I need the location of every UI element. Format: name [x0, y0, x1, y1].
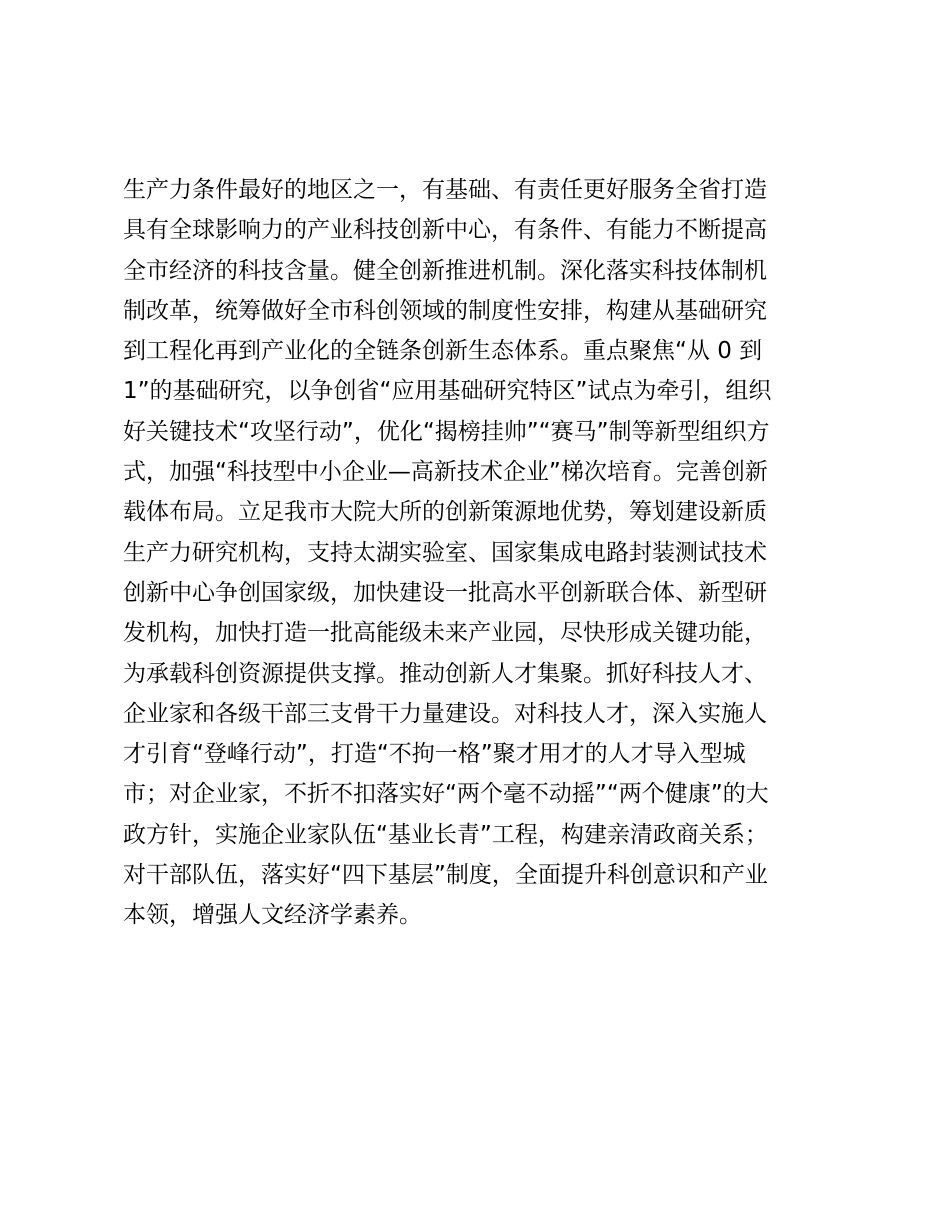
text-line: 全市经济的科技含量。健全创新推进机制。深化落实科技体制机: [123, 257, 767, 284]
text-line: 为承载科创资源提供支撑。推动创新人才集聚。抓好科技人才、: [123, 660, 767, 687]
text-line: 生产力研究机构，支持太湖实验室、国家集成电路封装测试技术: [123, 539, 767, 566]
body-paragraph: [123, 170, 833, 936]
text-line: 载体布局。立足我市大院大所的创新策源地优势，筹划建设新质: [123, 499, 767, 526]
text-line: 政方针，实施企业家队伍“基业长青”工程，构建亲清政商关系；: [123, 821, 768, 848]
text-line: 企业家和各级干部三支骨干力量建设。对科技人才，深入实施人: [123, 700, 767, 727]
text-line: 生产力条件最好的地区之一，有基础、有责任更好服务全省打造: [123, 177, 767, 203]
text-line: 式，加强“科技型中小企业—高新技术企业”梯次培育。完善创新: [123, 459, 768, 486]
text-line: 市；对企业家，不折不扣落实好“两个毫不动摇”“两个健康”的大: [123, 781, 769, 808]
text-line: 好关键技术“攻坚行动”，优化“揭榜挂帅”“赛马”制等新型组织方: [123, 418, 770, 445]
text-line: 对干部队伍，落实好“四下基层”制度，全面提升科创意识和产业: [123, 862, 768, 889]
text-line: 本领，增强人文经济学素养。: [123, 902, 422, 929]
text-line: 制改革，统筹做好全市科创领域的制度性安排，构建从基础研究: [123, 297, 767, 324]
text-line: 具有全球影响力的产业科技创新中心，有条件、有能力不断提高: [123, 217, 767, 244]
text-line: 才引育“登峰行动”，打造“不拘一格”聚才用才的人才导入型城: [123, 741, 746, 768]
text-line: 创新中心争创国家级，加快建设一批高水平创新联合体、新型研: [123, 579, 767, 606]
text-line: 发机构，加快打造一批高能级未来产业园，尽快形成关键功能，: [123, 620, 767, 647]
text-line: 1”的基础研究，以争创省“应用基础研究特区”试点为牵引，组织: [123, 378, 772, 405]
text-line: 到工程化再到产业化的全链条创新生态体系。重点聚焦“从 0 到: [123, 338, 763, 365]
